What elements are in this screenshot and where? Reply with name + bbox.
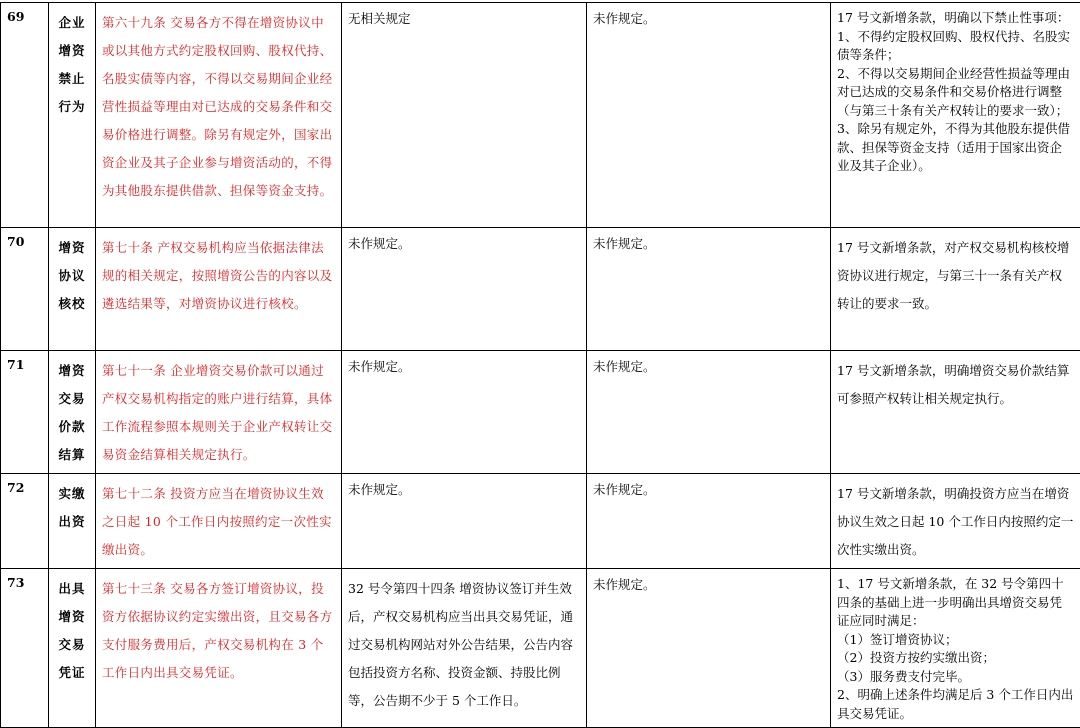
row-number: 73 bbox=[1, 569, 49, 728]
row-topic: 企业 增资 禁止 行为 bbox=[49, 3, 96, 228]
table-row bbox=[1, 228, 1080, 351]
new-rule-text: 第七十条 产权交易机构应当依据法律法规的相关规定，按照增资公告的内容以及遴选结果等，对增资协议进行核校。 bbox=[96, 228, 342, 351]
row-number: 69 bbox=[1, 3, 49, 228]
row-number: 71 bbox=[1, 351, 49, 474]
other-rule-text: 未作规定。 bbox=[587, 474, 831, 569]
remark-text: 1、17 号文新增条款，在 32 号令第四十四条的基础上进一步明确出具增资交易凭证应同时满足： （1）签订增资协议； （2）投资方按约实缴出资； （3）服务费支付完毕。 2、明确上述条件均满足后 3 个工作日内出具交易凭证。 bbox=[831, 569, 1080, 728]
row-number: 72 bbox=[1, 474, 49, 569]
other-rule-text: 未作规定。 bbox=[587, 3, 831, 228]
old-rule-text: 未作规定。 bbox=[342, 228, 587, 351]
table-row bbox=[1, 569, 1080, 728]
remark-text: 17 号文新增条款，明确投资方应当在增资协议生效之日起 10 个工作日内按照约定一次性实缴出资。 bbox=[831, 474, 1080, 569]
old-rule-text: 无相关规定 bbox=[342, 3, 587, 228]
remark-text: 17 号文新增条款，明确以下禁止性事项： 1、不得约定股权回购、股权代持、名股实债等条件； 2、不得以交易期间企业经营性损益等理由对已达成的交易条件和交易价格进行调整（与第三十条有关产权转让的要求一致）； 3、除另有规定外，不得为其他股东提供借款、担保等资金支持（适用于国家出资企业及其子企业）。 bbox=[831, 3, 1080, 228]
remark-text: 17 号文新增条款，明确增资交易价款结算可参照产权转让相关规定执行。 bbox=[831, 351, 1080, 474]
new-rule-text: 第七十三条 交易各方签订增资协议，投资方依据协议约定实缴出资，且交易各方支付服务费用后，产权交易机构在 3 个工作日内出具交易凭证。 bbox=[96, 569, 342, 728]
remark-text: 17 号文新增条款，对产权交易机构核校增资协议进行规定，与第三十一条有关产权转让的要求一致。 bbox=[831, 228, 1080, 351]
row-topic: 实缴 出资 bbox=[49, 474, 96, 569]
old-rule-text: 未作规定。 bbox=[342, 474, 587, 569]
row-topic: 出具 增资 交易 凭证 bbox=[49, 569, 96, 728]
table-row bbox=[1, 351, 1080, 474]
row-topic: 增资 交易 价款 结算 bbox=[49, 351, 96, 474]
row-topic: 增资 协议 核校 bbox=[49, 228, 96, 351]
new-rule-text: 第七十二条 投资方应当在增资协议生效之日起 10 个工作日内按照约定一次性实缴出资。 bbox=[96, 474, 342, 569]
new-rule-text: 第六十九条 交易各方不得在增资协议中或以其他方式约定股权回购、股权代持、名股实债等内容，不得以交易期间企业经营性损益等理由对已达成的交易条件和交易价格进行调整。除另有规定外，国家出资企业及其子企业参与增资活动的，不得为其他股东提供借款、担保等资金支持。 bbox=[96, 3, 342, 228]
new-rule-text: 第七十一条 企业增资交易价款可以通过产权交易机构指定的账户进行结算，具体工作流程参照本规则关于企业产权转让交易资金结算相关规定执行。 bbox=[96, 351, 342, 474]
other-rule-text: 未作规定。 bbox=[587, 569, 831, 728]
other-rule-text: 未作规定。 bbox=[587, 228, 831, 351]
other-rule-text: 未作规定。 bbox=[587, 351, 831, 474]
table-row bbox=[1, 474, 1080, 569]
row-number: 70 bbox=[1, 228, 49, 351]
old-rule-text: 32 号令第四十四条 增资协议签订并生效后，产权交易机构应当出具交易凭证，通过交易机构网站对外公告结果，公告内容包括投资方名称、投资金额、持股比例等，公告期不少于 5 个工作日。 bbox=[342, 569, 587, 728]
table-row bbox=[1, 3, 1080, 228]
old-rule-text: 未作规定。 bbox=[342, 351, 587, 474]
regulation-comparison-table bbox=[0, 2, 1080, 728]
